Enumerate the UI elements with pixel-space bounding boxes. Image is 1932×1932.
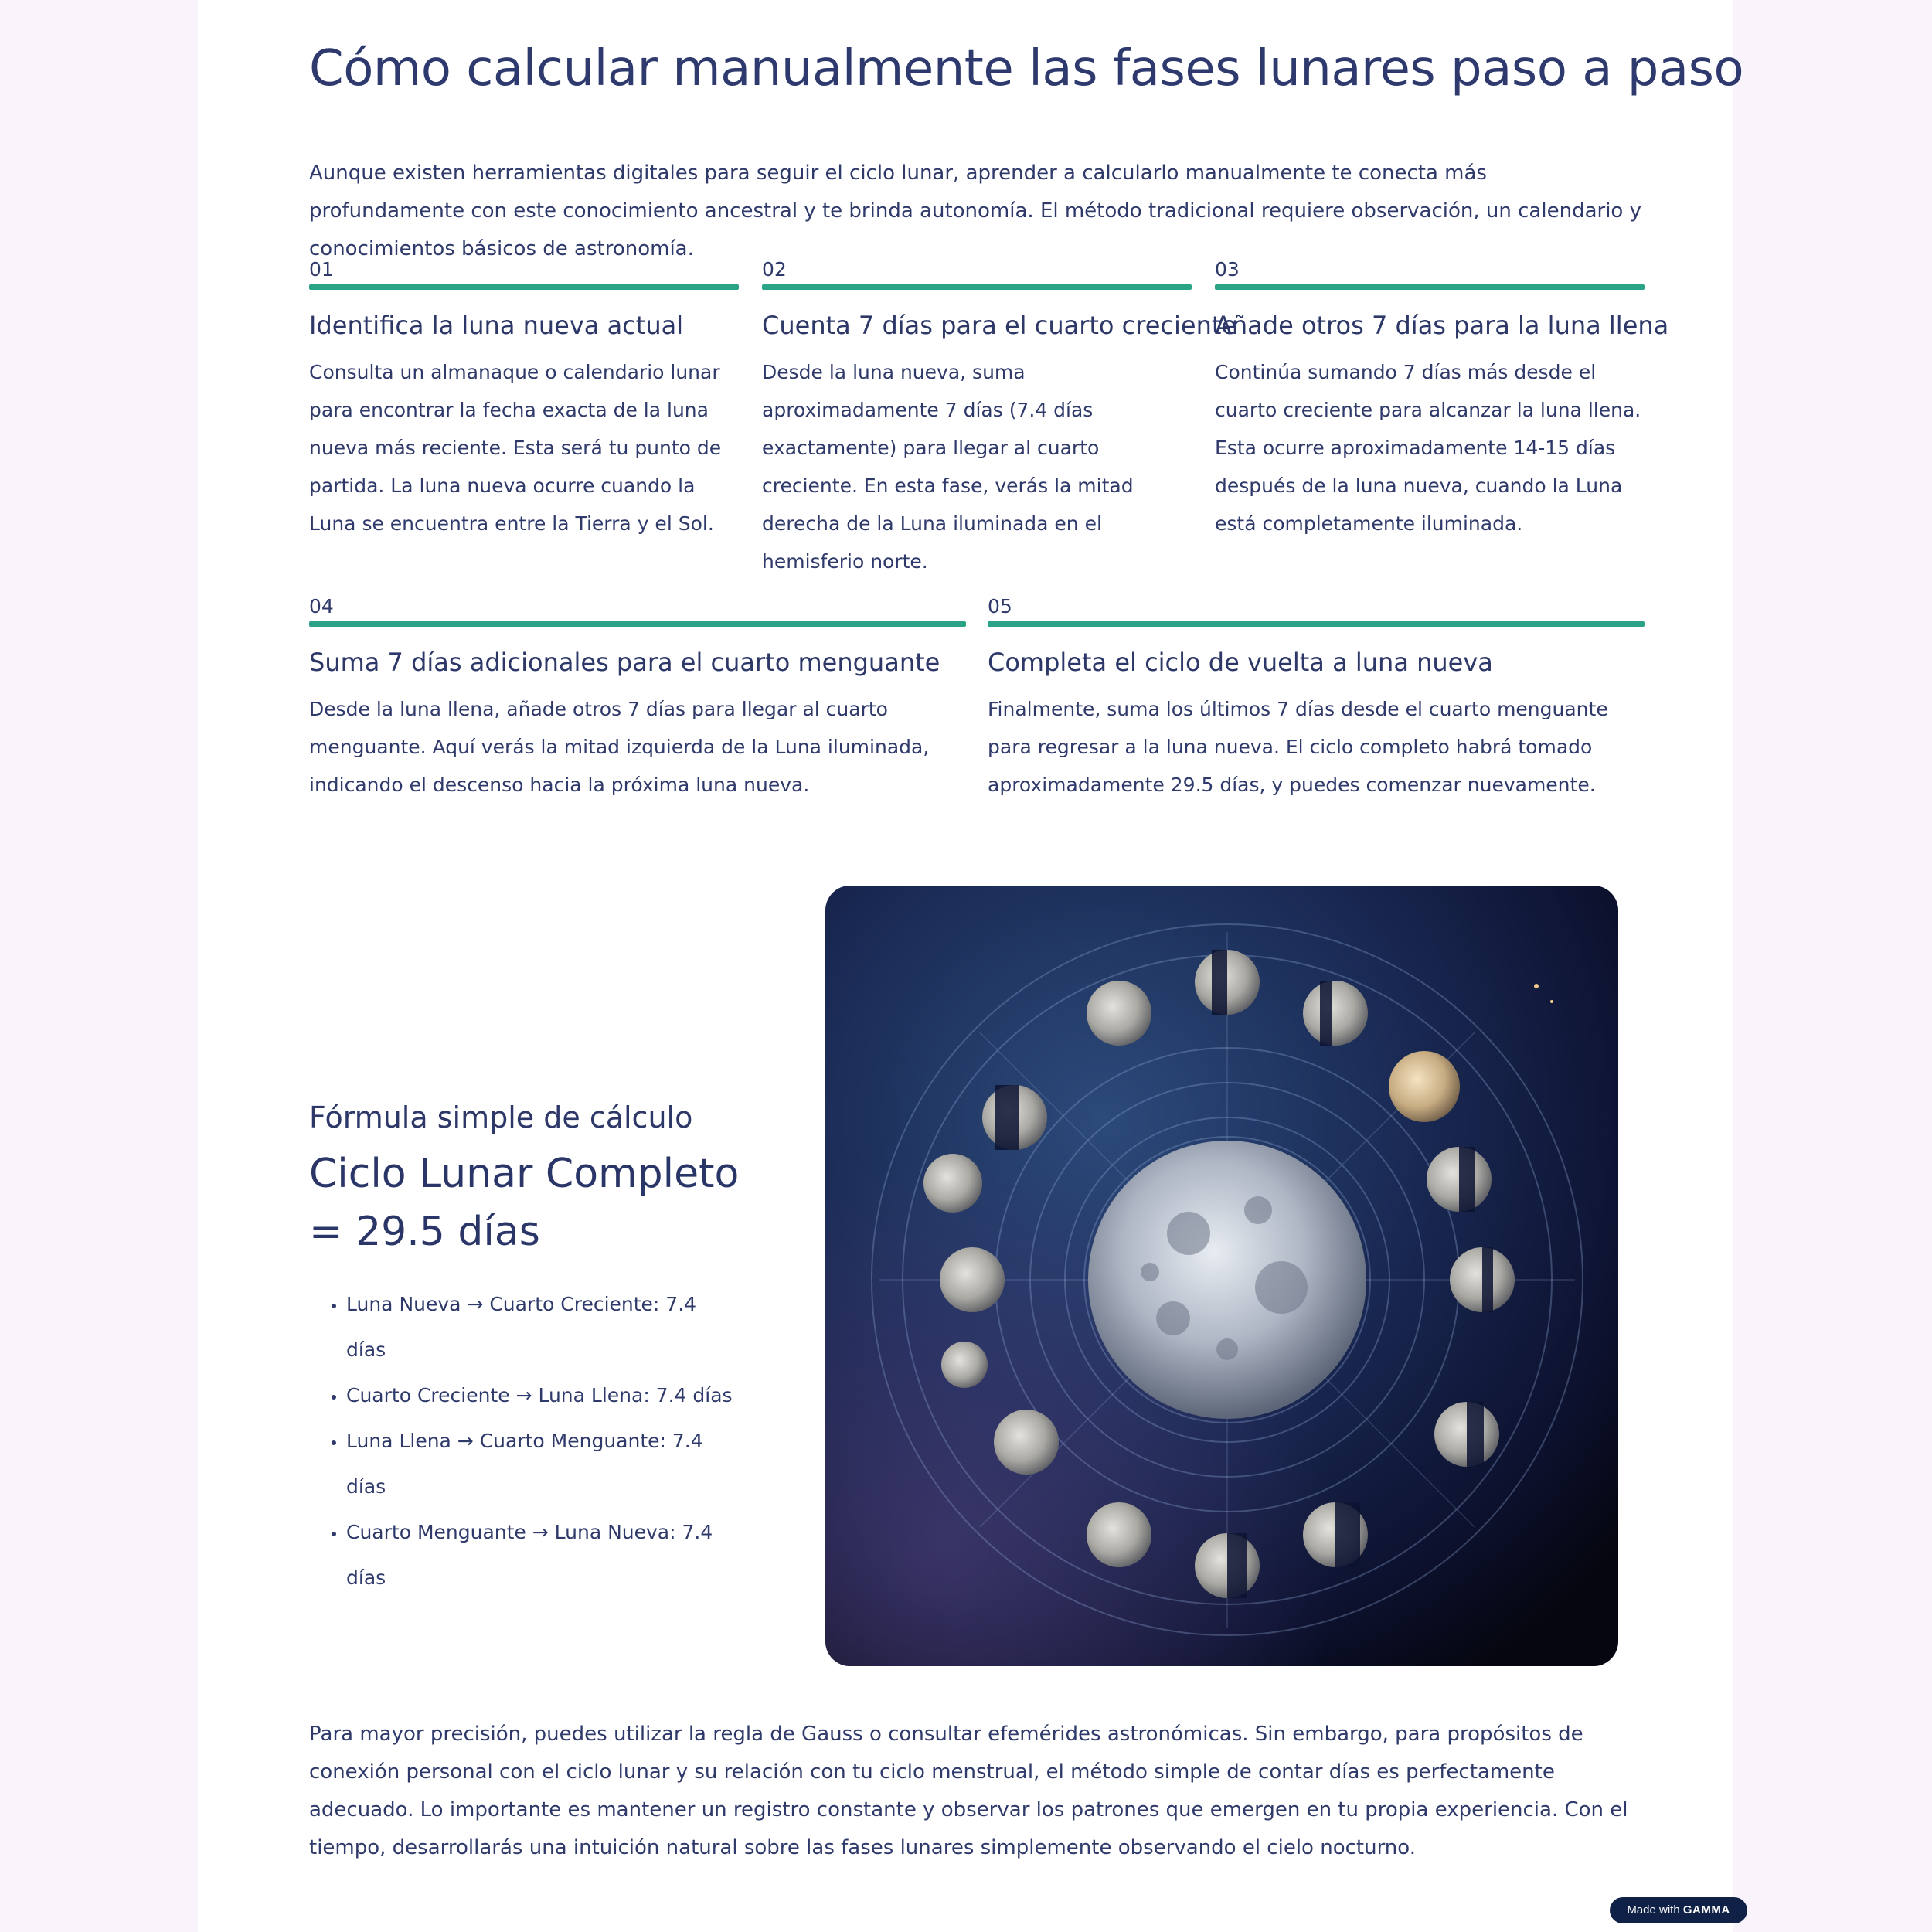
list-item: • Luna Nueva → Cuarto Creciente: 7.4 días: [346, 1281, 742, 1372]
step-number: 04: [309, 595, 334, 617]
list-item: • Cuarto Creciente → Luna Llena: 7.4 días: [346, 1372, 742, 1418]
made-with-gamma-badge[interactable]: [1610, 1897, 1747, 1923]
step-3: [1215, 255, 1669, 543]
step-title: Añade otros 7 días para la luna llena: [1215, 311, 1669, 340]
step-divider: [309, 284, 739, 290]
document-card: [198, 0, 1744, 1932]
formula-headline: Ciclo Lunar Completo = 29.5 días: [309, 1151, 740, 1255]
formula-subtitle: Fórmula simple de cálculo: [309, 1100, 693, 1134]
step-text: Desde la luna nueva, suma aproximadamente 7 días (7.4 días exactamente) para llegar al cuarto creciente. En esta fase, verás la mitad derecha de la Luna iluminada en el hemisferio norte.: [762, 361, 1134, 573]
step-title: Completa el ciclo de vuelta a luna nueva: [988, 648, 1493, 677]
step-text: Desde la luna llena, añade otros 7 días para llegar al cuarto menguante. Aquí verás la mitad izquierda de la Luna iluminada, indicando el descenso hacia la próxima luna nueva.: [309, 698, 930, 796]
step-number: 01: [309, 258, 334, 281]
moon-phases-image: [825, 886, 1618, 1666]
list-item: • Luna Llena → Cuarto Menguante: 7.4 días: [346, 1418, 742, 1509]
step-number: 03: [1215, 258, 1240, 281]
formula-block: [309, 1097, 742, 1600]
step-number: 05: [988, 595, 1012, 617]
step-number: 02: [762, 258, 787, 281]
step-text: Finalmente, suma los últimos 7 días desde el cuarto menguante para regresar a la luna nueva. El ciclo completo habrá tomado aproximadamente 29.5 días, y puedes comenzar nuevamente.: [988, 698, 1608, 796]
step-divider: [762, 284, 1192, 290]
footer-paragraph: Para mayor precisión, puedes utilizar la regla de Gauss o consultar efemérides astronómicas. Sin embargo, para propósitos de conexión personal con el ciclo lunar y su relación con tu ciclo menstrual, el método simple de contar días es perfectamente adecuado. Lo importante es mantener un registro constante y observar los patrones que emergen en tu propia experiencia. Con el tiempo, desarrollarás una intuición natural sobre las fases lunares simplemente observando el cielo nocturno.: [309, 1723, 1628, 1859]
step-divider: [309, 621, 966, 627]
badge-prefix: Made with: [1627, 1903, 1680, 1917]
step-text: Consulta un almanaque o calendario lunar para encontrar la fecha exacta de la luna nueva más reciente. Esta será tu punto de partida. La luna nueva ocurre cuando la Luna se encuentra entre la Tierra y el Sol.: [309, 361, 722, 535]
list-item: • Cuarto Menguante → Luna Nueva: 7.4 días: [346, 1509, 742, 1600]
formula-list: [309, 1281, 742, 1600]
page-title: Cómo calcular manualmente las fases lunares paso a paso: [309, 40, 1744, 97]
step-text: Continúa sumando 7 días más desde el cuarto creciente para alcanzar la luna llena. Esta ocurre aproximadamente 14-15 días después de la luna nueva, cuando la Luna está completamente iluminada.: [1215, 361, 1641, 535]
step-4: [309, 592, 966, 804]
step-5: [988, 592, 1645, 804]
step-title: Cuenta 7 días para el cuarto creciente: [762, 311, 1237, 340]
step-divider: [1215, 284, 1645, 290]
step-1: [309, 255, 739, 543]
step-title: Suma 7 días adicionales para el cuarto menguante: [309, 648, 940, 677]
intro-paragraph: Aunque existen herramientas digitales para seguir el ciclo lunar, aprender a calcularlo manualmente te conecta más profundamente con este conocimiento ancestral y te brinda autonomía. El método tradicional requiere observación, un calendario y conocimientos básicos de astronomía.: [309, 162, 1641, 260]
step-divider: [988, 621, 1645, 627]
step-title: Identifica la luna nueva actual: [309, 311, 684, 340]
gamma-logo-text: GAMMA: [1682, 1903, 1730, 1917]
